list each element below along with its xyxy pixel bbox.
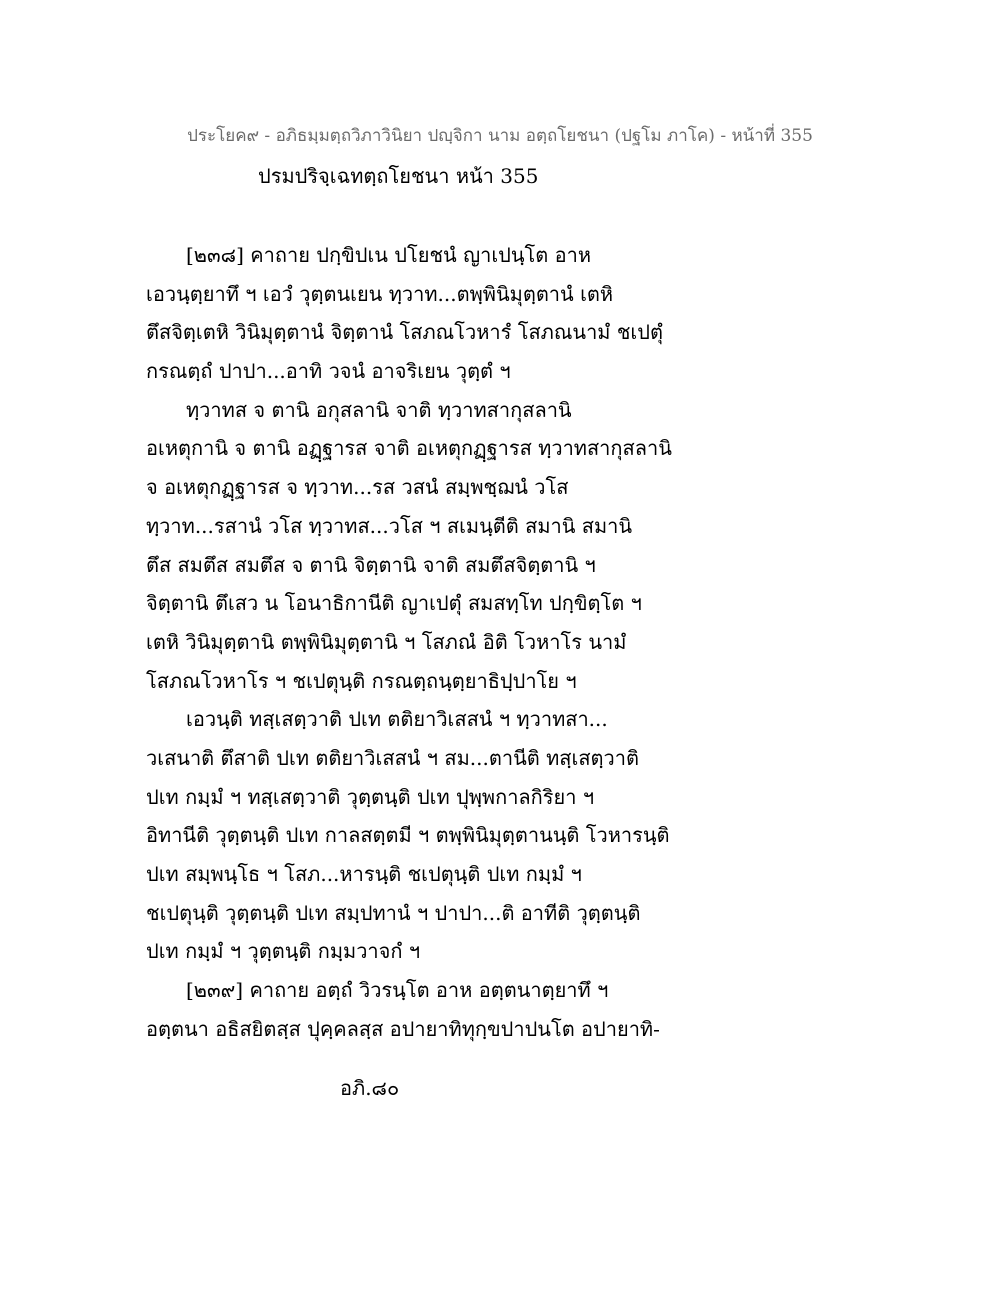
text-line: ตึส สมตึส สมตึส จ ตานิ จิตฺตานิ จาติ สมตึสจิตฺตานิ ฯ <box>146 552 596 577</box>
text-line: [๒๓๘] คาถาย ปกฺขิปเน ปโยชนํ ญาเปนฺโต อาห <box>186 243 592 267</box>
text-line: เอวนฺติ ทสฺเสตฺวาติ ปเท ตติยาวิเสสนํ ฯ ทฺวาทสา... <box>186 707 608 732</box>
text-line: วเสนาติ ตึสาติ ปเท ตติยาวิเสสนํ ฯ สม...ตานีติ ทสฺเสตฺวาติ <box>146 745 639 770</box>
running-header: ประโยค๙ - อภิธมฺมตฺถวิภาวินิยา ปญฺจิกา นาม อตฺถโยชนา (ปฐโม ภาโค) - หน้าที่ 355 <box>187 126 813 146</box>
text-line: ตึสจิตฺเตหิ วินิมุตฺตานํ จิตฺตานํ โสภณโวหารํ โสภณนามํ ชเปตุํ <box>146 320 663 345</box>
text-line: เอวนฺตฺยาทึ ฯ เอวํ วุตฺตนเยน ทฺวาท...ตพฺพินิมุตฺตานํ เตหิ <box>146 281 614 306</box>
text-line: ทฺวาท...รสานํ วโส ทฺวาทส...วโส ฯ สเมนฺตีติ สมานิ สมานิ <box>146 513 633 538</box>
section-title: ปรมปริจฺเฉทตฺถโยชนา หน้า 355 <box>258 164 539 188</box>
text-line: อตฺตนา อธิสยิตสฺส ปุคฺคลสฺส อปายาทิทุกฺขปาปนโต อปายาทิ- <box>146 1016 660 1041</box>
text-line: กรณตฺถํ ปาปา...อาทิ วจนํ อาจริเยน วุตฺตํ ฯ <box>146 359 511 384</box>
text-line: เตหิ วินิมุตฺตานิ ตพฺพินิมุตฺตานิ ฯ โสภณํ อิติ โวหาโร นามํ <box>146 629 627 654</box>
text-line: ปเท กมฺมํ ฯ ทสฺเสตฺวาติ วุตฺตนฺติ ปเท ปุพฺพกาลกิริยา ฯ <box>146 784 595 809</box>
text-line: อเหตุกานิ จ ตานิ อฏฺฐารส จาติ อเหตุกฏฺฐารส ทฺวาทสากุสลานิ <box>146 436 672 461</box>
text-line: จิตฺตานิ ตึเสว น โอนาธิกานีติ ญาเปตุํ สมสทฺโท ปกฺขิตฺโต ฯ <box>146 591 642 616</box>
text-line: [๒๓๙] คาถาย อตฺถํ วิวรนฺโต อาห อตฺตนาตฺยาทึ ฯ <box>186 978 609 1003</box>
text-line: ปเท สมฺพนฺโธ ฯ โสภ...หารนฺติ ชเปตุนฺติ ปเท กมฺมํ ฯ <box>146 862 582 886</box>
text-line: ทฺวาทส จ ตานิ อกุสลานิ จาติ ทฺวาทสากุสลานิ <box>186 397 572 422</box>
text-line: อิทานีติ วุตฺตนฺติ ปเท กาลสตฺตมี ฯ ตพฺพินิมุตฺตานนฺติ โวหารนฺติ <box>146 823 670 848</box>
text-line: จ อเหตุกฏฺฐารส จ ทฺวาท...รส วสนํ สมฺพชฺฌนํ วโส <box>146 475 569 500</box>
text-line: ปเท กมฺมํ ฯ วุตฺตนฺติ กมฺมวาจกํ ฯ <box>146 939 421 964</box>
text-line: ชเปตุนฺติ วุตฺตนฺติ ปเท สมฺปทานํ ฯ ปาปา...ติ อาทีติ วุตฺตนฺติ <box>146 900 641 925</box>
text-line: โสภณโวหาโร ฯ ชเปตุนฺติ กรณตฺถนฺตฺยาธิปฺปาโย ฯ <box>146 668 577 693</box>
page-signature: อภิ.๘๐ <box>340 1076 400 1100</box>
body-text <box>146 236 706 1048</box>
